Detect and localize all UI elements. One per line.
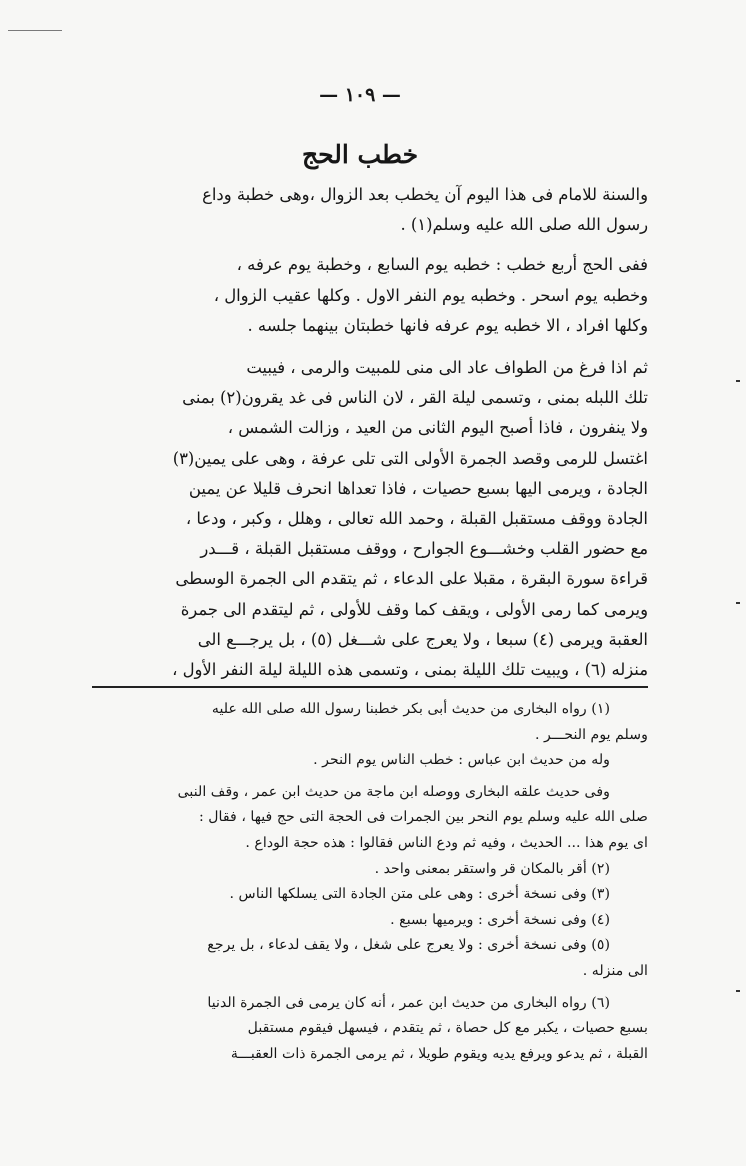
text-line: قراءة سورة البقرة ، مقبلا على الدعاء ، ثم يتقدم الى الجمرة الوسطى xyxy=(175,569,648,589)
footnote-line: صلى الله عليه وسلم يوم النحر بين الجمرات فى الحجة التى حج فيها ، فقال : xyxy=(198,809,648,826)
text-line: رسول الله صلى الله عليه وسلم(١) . xyxy=(400,215,648,235)
text-line: مع حضور القلب وخشـــوع الجوارح ، ووقف مستقبل القبلة ، قـــدر xyxy=(200,539,648,559)
text-line: ويرمى كما رمى الأولى ، ويقف كما وقف للأولى ، ثم ليتقدم الى جمرة xyxy=(180,599,648,619)
footnote-line: اى يوم هذا ... الحديث ، وفيه ثم ودع الناس فقالوا : هذه حجة الوداع . xyxy=(245,834,648,851)
footnote-line: (٤) وفى نسخة أخرى : ويرميها بسبع . xyxy=(390,911,610,928)
footnote-line: بسبع حصيات ، يكبر مع كل حصاة ، ثم يتقدم ، فيسهل فيقوم مستقبل xyxy=(247,1020,648,1037)
text-line: ثم اذا فرغ من الطواف عاد الى منى للمبيت والرمى ، فيبيت xyxy=(246,358,648,378)
footnote-line: الى منزله . xyxy=(582,962,648,979)
scan-edge-mark xyxy=(736,602,740,604)
text-line: ففى الحج أربع خطب : خطبه يوم السابع ، وخطبة يوم عرفه ، xyxy=(236,255,648,275)
text-line: منزله (٦) ، ويبيت تلك الليلة بمنى ، وتسمى هذه الليلة ليلة النفر الأول ، xyxy=(172,660,648,680)
scan-artifact-line xyxy=(8,30,62,31)
footnote-line: القبلة ، ثم يدعو ويرفع يديه ويقوم طويلا ، ثم يرمى الجمرة ذات العقبـــة xyxy=(230,1045,648,1062)
main-text xyxy=(92,180,648,685)
text-line: الجادة ووقف مستقبل القبلة ، وحمد الله تعالى ، وهلل ، وكبر ، ودعا ، xyxy=(185,509,648,529)
text-line: وكلها افراد ، الا خطبه يوم عرفه فانها خطبتان بينهما جلسه . xyxy=(247,315,648,335)
footnote-line: (١) رواه البخارى من حديث أبى بكر خطبنا رسول الله صلى الله عليه xyxy=(211,701,610,717)
footnotes xyxy=(92,697,648,1067)
footnote-line: (٢) أقر بالمكان قر واستقر بمعنى واحد . xyxy=(374,860,610,877)
footnote-line: (٥) وفى نسخة أخرى : ولا يعرج على شغل ، ولا يقف لدعاء ، بل يرجع xyxy=(207,937,610,954)
scan-edge-mark xyxy=(736,990,740,992)
scan-edge-mark xyxy=(736,380,740,382)
text-line: والسنة للامام فى هذا اليوم آن يخطب بعد الزوال ،وهى خطبة وداع xyxy=(202,185,648,204)
footnote-line: وسلم يوم النحـــر . xyxy=(535,726,648,743)
section-title: خطب الحج xyxy=(301,140,419,169)
footnote-line: وله من حديث ابن عباس : خطب الناس يوم النحر . xyxy=(313,752,610,769)
text-line: اغتسل للرمى وقصد الجمرة الأولى التى تلى عرفة ، وهى على يمين(٣) xyxy=(172,448,648,468)
page-number: — ١٠٩ — xyxy=(319,84,401,106)
text-line: العقبة ويرمى (٤) سبعا ، ولا يعرج على شـــغل (٥) ، بل يرجـــع الى xyxy=(197,629,648,649)
text-line: الجادة ، ويرمى اليها بسبع حصيات ، فاذا تعداها انحرف قليلا عن يمين xyxy=(188,478,648,498)
text-line: وخطبه يوم اسحر . وخطبه يوم النفر الاول . وكلها عقيب الزوال ، xyxy=(213,285,648,305)
footnote-line: وفى حديث علقه البخارى ووصله ابن ماجة من حديث ابن عمر ، وقف النبى xyxy=(177,783,610,800)
footnote-divider xyxy=(92,686,648,688)
text-line: تلك اللبله بمنى ، وتسمى ليلة القر ، لان الناس فى غد يقرون(٢) بمنى xyxy=(182,388,648,408)
text-line: ولا ينفرون ، فاذا أصبح اليوم الثانى من العيد ، وزالت الشمس ، xyxy=(227,418,648,438)
footnote-line: (٦) رواه البخارى من حديث ابن عمر ، أنه كان يرمى فى الجمرة الدنيا xyxy=(207,994,610,1011)
footnote-line: (٣) وفى نسخة أخرى : وهى على متن الجادة التى يسلكها الناس . xyxy=(229,886,610,903)
